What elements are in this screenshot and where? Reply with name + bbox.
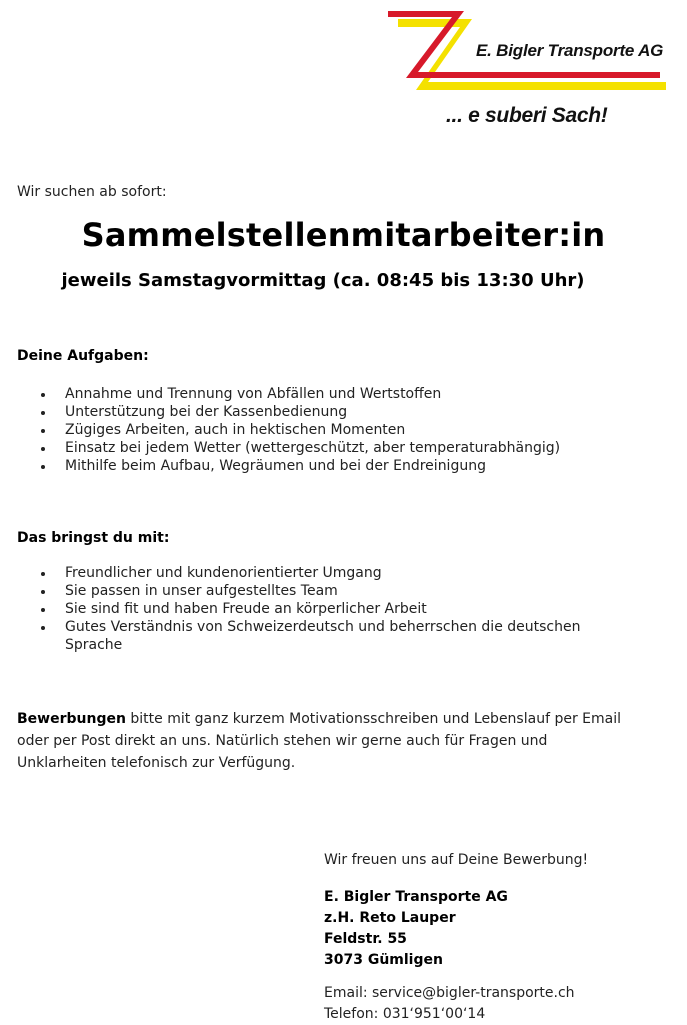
closing-text: Wir freuen uns auf Deine Bewerbung! [324,852,589,868]
address-attention: z.H. Reto Lauper [324,910,456,926]
job-title: Sammelstellenmitarbeiter:in [81,216,606,254]
requirements-heading: Das bringst du mit: [17,530,170,546]
address-street: Feldstr. 55 [324,931,407,947]
company-logo [384,8,674,130]
contact-phone[interactable]: Telefon: 031‘951‘00‘14 [324,1006,486,1022]
application-text: bitte mit ganz kurzem Motivationsschreiben und Lebenslauf per Email oder per Post direkt an uns. Natürlich stehen wir gerne auch für Fragen und Unklarheiten telefonisch zur Verfügung. [17,711,621,771]
list-item: Freundlicher und kundenorientierter Umgang [40,564,640,582]
list-item: Annahme und Trennung von Abfällen und Wertstoffen [40,385,640,403]
address-company: E. Bigler Transporte AG [324,889,508,905]
contact-email[interactable]: Email: service@bigler-transporte.ch [324,985,575,1001]
list-item: Mithilfe beim Aufbau, Wegräumen und bei der Endreinigung [40,457,640,475]
list-item: Unterstützung bei der Kassenbedienung [40,403,640,421]
list-item: Gutes Verständnis von Schweizerdeutsch und beherrschen die deutschen Sprache [40,618,640,654]
application-paragraph [17,708,632,774]
list-item: Sie sind fit und haben Freude an körperlicher Arbeit [40,600,640,618]
logo-company-name: E. Bigler Transporte AG [476,41,664,60]
logo-slogan: ... e suberi Sach! [446,104,608,127]
list-item: Zügiges Arbeiten, auch in hektischen Momenten [40,421,640,439]
address-block [324,887,508,971]
tasks-heading: Deine Aufgaben: [17,348,149,364]
tasks-list [40,385,640,475]
list-item: Einsatz bei jedem Wetter (wettergeschützt, aber temperaturabhängig) [40,439,640,457]
job-subtitle: jeweils Samstagvormittag (ca. 08:45 bis 13:30 Uhr) [61,270,585,291]
requirements-list [40,564,640,654]
contact-block [324,983,575,1025]
list-item: Sie passen in unser aufgestelltes Team [40,582,640,600]
application-bold: Bewerbungen [17,711,126,727]
intro-text: Wir suchen ab sofort: [17,184,167,200]
address-city: 3073 Gümligen [324,952,443,968]
